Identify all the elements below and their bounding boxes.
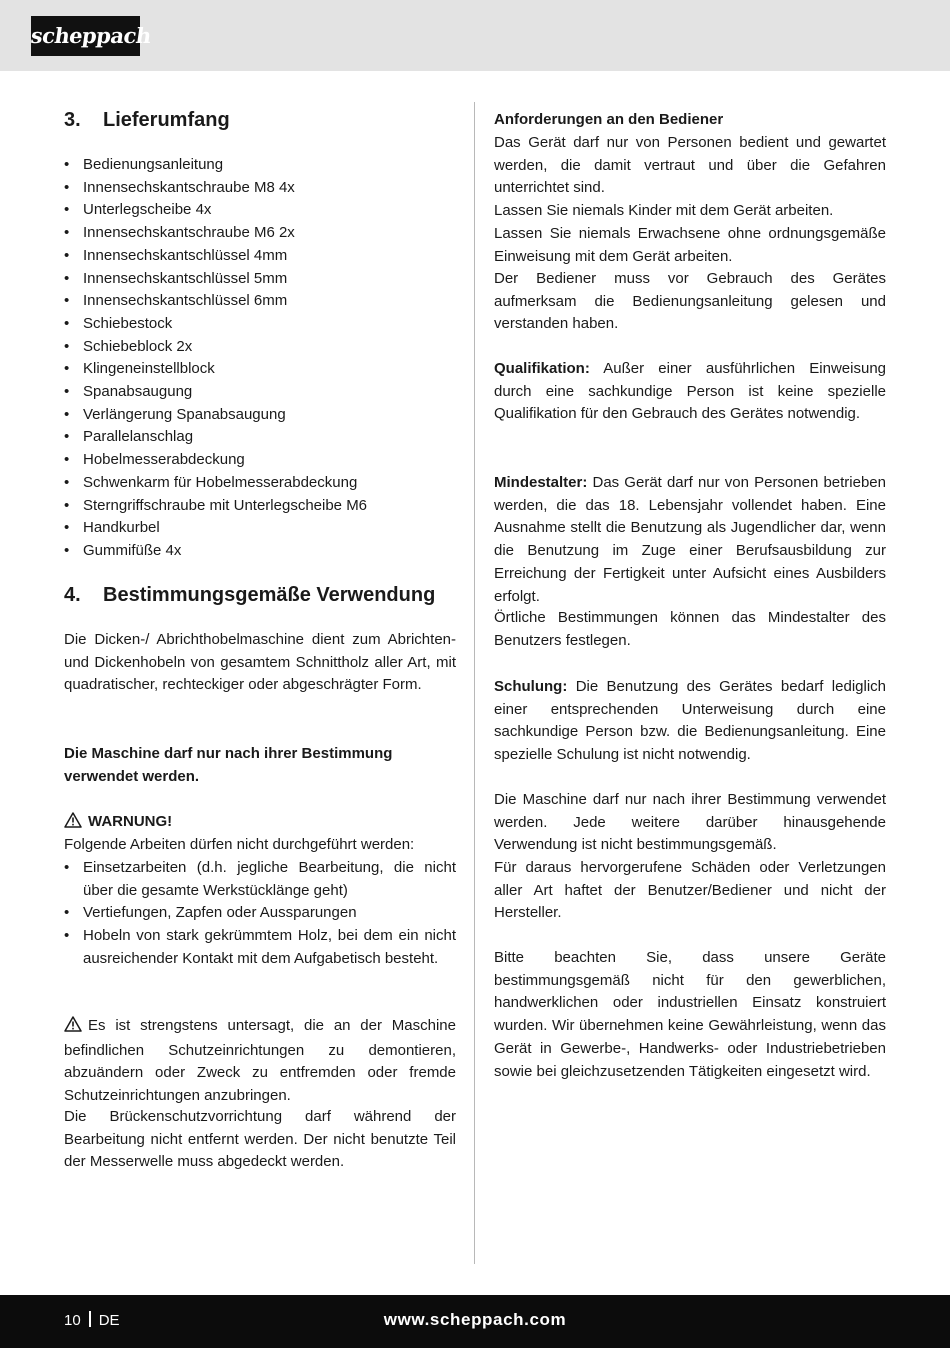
bridge-guard-paragraph: Die Brückenschutzvorrichtung darf während der Bearbeitung nicht entfernt werden. Der nicht benutzte Teil der Messerwelle muss abgedeckt werden. bbox=[64, 1108, 456, 1171]
list-item: • Innensechskantschlüssel 6mm bbox=[64, 290, 456, 313]
column-divider bbox=[474, 102, 475, 1264]
list-item: • Innensechskantschlüssel 5mm bbox=[64, 268, 456, 291]
page-footer bbox=[0, 1295, 950, 1348]
commercial-use-notice: Bitte beachten Sie, dass unsere Geräte bestimmungsgemäß nicht für den gewerblichen, handwerklichen oder industriellen Einsatz konstruiert wurden. Wir übernehmen keine Gewährleistung, wenn das Gerät in Gewerbe-, Handwerks- oder Industriebetrieben sowie bei gleichzusetzenden Tätigkeiten eingesetzt wird. bbox=[494, 949, 886, 1080]
minimum-age-text: Das Gerät darf nur von Personen betrieben werden, die das 18. Lebensjahr vollendet haben. Eine Ausnahme stellt die Benutzung als Jugendlicher dar, wenn die Benutzung im Zuge einer Berufsausbildung zur Erreichung der Fertigkeit unter Aufsicht eines Ausbilders erfolgt. bbox=[494, 474, 886, 605]
section-title: Bestimmungsgemäße Verwendung bbox=[103, 584, 436, 606]
operator-paragraph-2: Lassen Sie niemals Kinder mit dem Gerät arbeiten. bbox=[494, 202, 834, 219]
section-number: 3. bbox=[64, 109, 81, 131]
section-4-heading bbox=[64, 582, 435, 608]
list-item: • Sterngriffschraube mit Unterlegscheibe M6 bbox=[64, 495, 456, 518]
warning-triangle-icon bbox=[64, 1016, 82, 1040]
warning-intro: Folgende Arbeiten dürfen nicht durchgeführt werden: bbox=[64, 836, 415, 853]
list-item: • Handkurbel bbox=[64, 517, 456, 540]
list-item: • Unterlegscheibe 4x bbox=[64, 199, 456, 222]
section-3-heading bbox=[64, 107, 230, 133]
operator-paragraph-4: Der Bediener muss vor Gebrauch des Gerätes aufmerksam die Bedienungsanleitung gelesen und verstanden haben. bbox=[494, 270, 886, 333]
qualification-label: Qualifikation: bbox=[494, 360, 590, 377]
delivery-list bbox=[64, 154, 456, 563]
list-item: • Innensechskantschlüssel 4mm bbox=[64, 245, 456, 268]
language-code: DE bbox=[98, 1312, 120, 1329]
page-header bbox=[0, 0, 950, 71]
list-item: • Gummifüße 4x bbox=[64, 540, 456, 563]
minimum-age-local: Örtliche Bestimmungen können das Mindestalter des Benutzers festlegen. bbox=[494, 609, 886, 649]
operator-heading: Anforderungen an den Bediener bbox=[494, 111, 724, 128]
intended-use-note: Die Maschine darf nur nach ihrer Bestimmung verwendet werden. bbox=[64, 745, 393, 785]
list-item: • Schwenkarm für Hobelmesserabdeckung bbox=[64, 472, 456, 495]
list-item: • Hobelmesserabdeckung bbox=[64, 449, 456, 472]
list-item: • Innensechskantschraube M8 4x bbox=[64, 177, 456, 200]
intended-use-text: Die Dicken-/ Abrichthobelmaschine dient zum Abrichten- und Dickenhobeln von gesamtem Schnittholz aller Art, mit quadratischer, rechteckiger oder abgeschrägter Form. bbox=[64, 631, 456, 694]
qualification-paragraph bbox=[494, 358, 886, 426]
list-item: • Vertiefungen, Zapfen oder Aussparungen bbox=[64, 902, 456, 925]
list-item: • Hobeln von stark gekrümmtem Holz, bei dem ein nicht ausreichender Kontakt mit dem Aufgabetisch besteht. bbox=[64, 925, 456, 970]
training-paragraph bbox=[494, 676, 886, 767]
list-item: • Parallelanschlag bbox=[64, 426, 456, 449]
use-paragraph-1: Die Maschine darf nur nach ihrer Bestimmung verwendet werden. Jede weitere darüber hinausgehende Verwendung ist nicht bestimmungsgemäß. bbox=[494, 791, 886, 854]
warning-triangle-icon bbox=[64, 812, 82, 836]
section-title: Lieferumfang bbox=[103, 109, 230, 131]
use-paragraph-2: Für daraus hervorgerufene Schäden oder Verletzungen aller Art haftet der Benutzer/Bediener und nicht der Hersteller. bbox=[494, 859, 886, 922]
list-item: • Spanabsaugung bbox=[64, 381, 456, 404]
list-item: • Bedienungsanleitung bbox=[64, 154, 456, 177]
list-item: • Klingeneinstellblock bbox=[64, 358, 456, 381]
operator-paragraph-1: Das Gerät darf nur von Personen bedient und gewartet werden, die damit vertraut und über die Gefahren unterrichtet sind. bbox=[494, 134, 886, 197]
warning-title: WARNUNG! bbox=[88, 813, 173, 830]
minimum-age-label: Mindestalter: bbox=[494, 474, 588, 491]
training-label: Schulung: bbox=[494, 678, 568, 695]
page-number: 10 bbox=[64, 1312, 81, 1329]
section-number: 4. bbox=[64, 584, 81, 606]
operator-paragraph-3: Lassen Sie niemals Erwachsene ohne ordnungsgemäße Einweisung mit dem Gerät arbeiten. bbox=[494, 225, 886, 265]
list-item: • Verlängerung Spanabsaugung bbox=[64, 404, 456, 427]
list-item: • Innensechskantschraube M6 2x bbox=[64, 222, 456, 245]
brand-logo: scheppach bbox=[31, 16, 140, 56]
qualification-text: Außer einer ausführlichen Einweisung durch eine sachkundige Person ist keine spezielle Qualifikation für den Gebrauch des Gerätes notwendig. bbox=[494, 360, 886, 423]
list-item: • Einsetzarbeiten (d.h. jegliche Bearbeitung, die nicht über die gesamte Werkstücklänge geht) bbox=[64, 857, 456, 902]
safety-paragraph bbox=[64, 1015, 456, 1108]
minimum-age-paragraph bbox=[494, 472, 886, 608]
list-item: • Schiebeblock 2x bbox=[64, 336, 456, 359]
training-text: Die Benutzung des Gerätes bedarf lediglich einer entsprechenden Unterweisung durch eine sachkundige Person bzw. die Bedienungsanleitung. Eine spezielle Schulung ist nicht notwendig. bbox=[494, 678, 886, 764]
list-item: • Schiebestock bbox=[64, 313, 456, 336]
warning-heading bbox=[64, 811, 456, 836]
prohibited-list bbox=[64, 857, 456, 971]
website-url: www.scheppach.com bbox=[383, 1310, 567, 1329]
safety-text: Es ist strengstens untersagt, die an der Maschine befindlichen Schutzeinrichtungen zu demontieren, abzuändern oder Zweck zu entfremden oder fremde Schutzeinrichtungen anzubringen. bbox=[64, 1017, 456, 1105]
